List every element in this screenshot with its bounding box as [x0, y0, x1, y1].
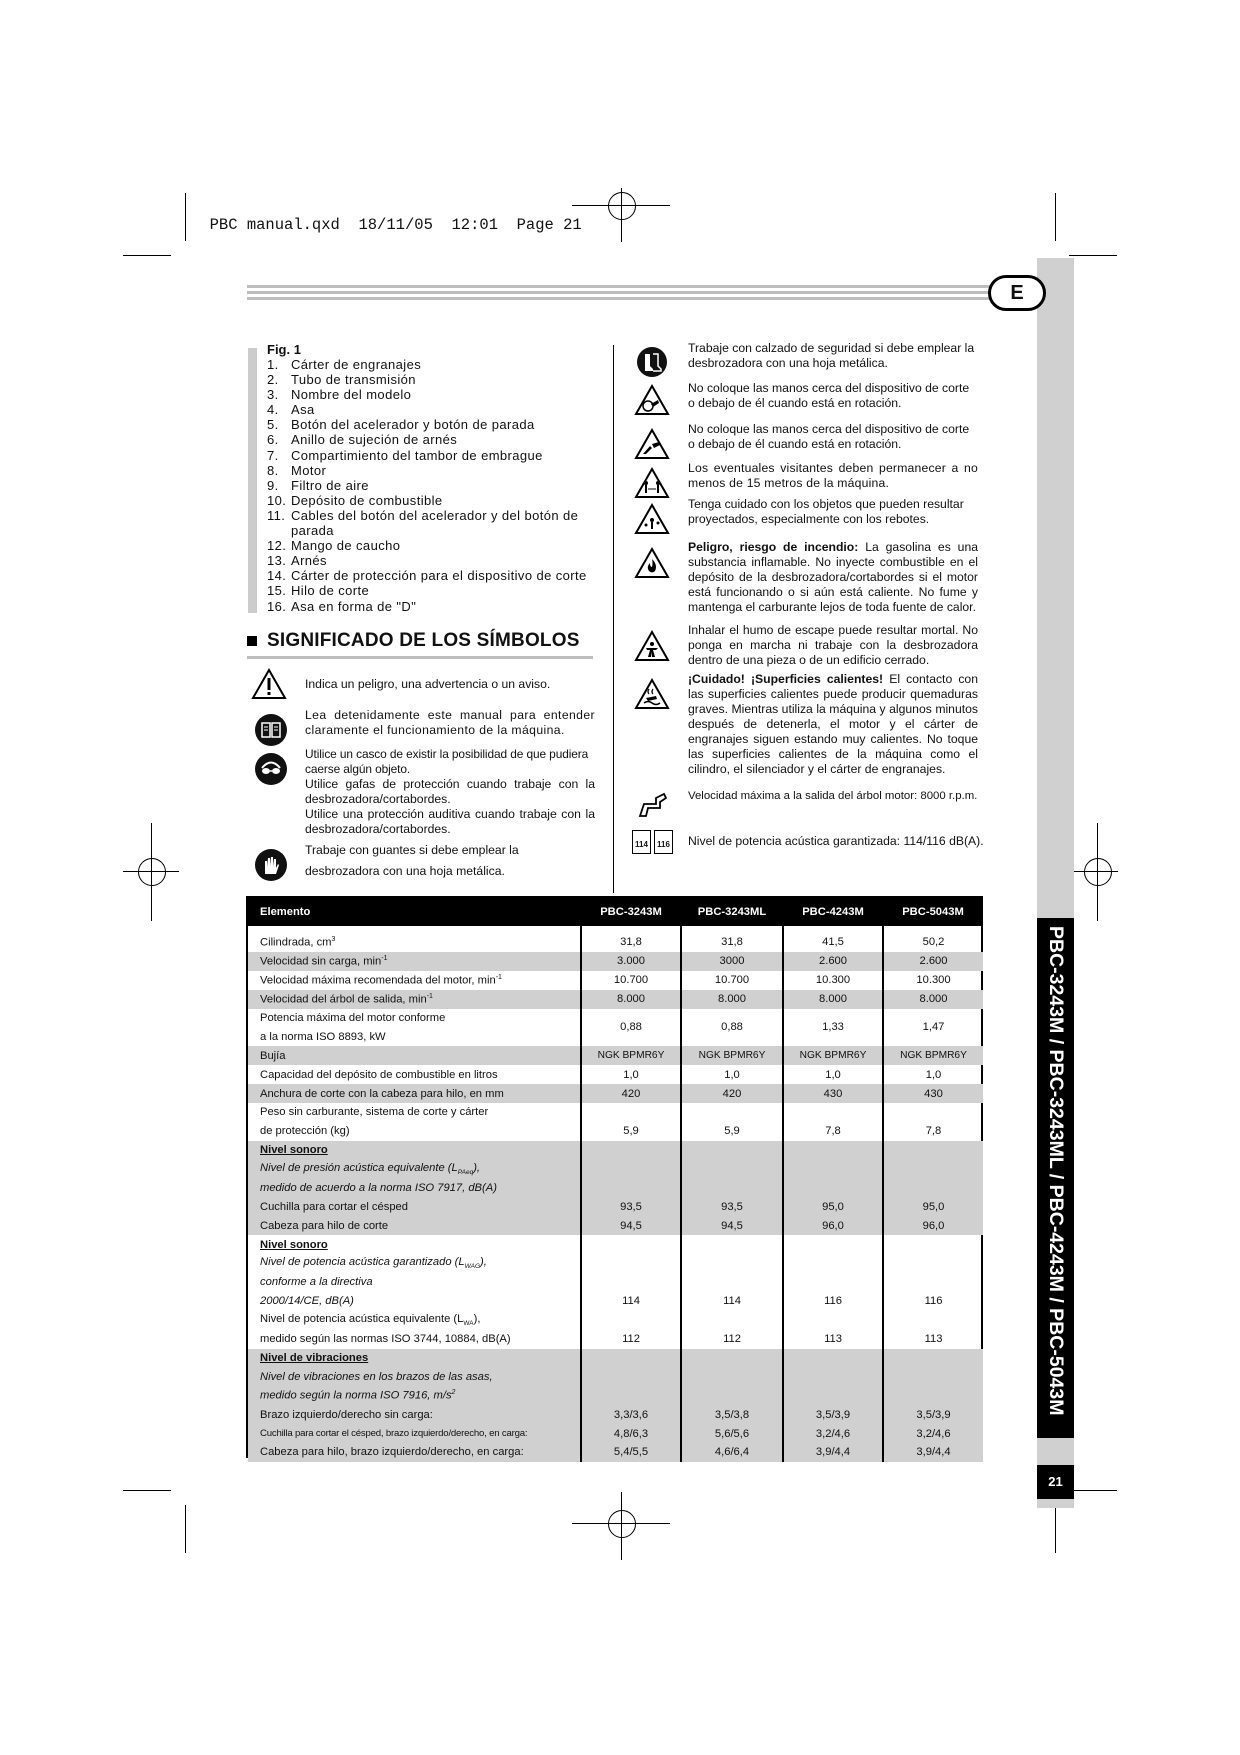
table-row: [248, 1009, 983, 1028]
row-label-sup: 3: [331, 936, 336, 944]
row-label-sup: 2: [451, 1389, 456, 1397]
spec-header-model: PBC-5043M: [883, 898, 983, 926]
list-item-number: 11.: [267, 507, 286, 523]
list-item-text: Tubo de transmisión: [291, 372, 416, 388]
symbol-desc-manual: Lea detenidamente este manual para entender claramente el funcionamiento de la máquina.: [305, 708, 595, 737]
list-item-number: 13.: [267, 553, 287, 569]
cell: 94,5: [581, 1216, 681, 1235]
cell: 3,3/3,6: [581, 1405, 681, 1424]
list-item-text: Compartimiento del tambor de embrague: [291, 447, 543, 463]
row-label: de protección (kg): [260, 1125, 350, 1138]
row-label: medido según las normas ISO 3744, 10884, dB(A): [260, 1333, 511, 1346]
table-row: [248, 990, 983, 1009]
output-shaft-speed-icon: [636, 790, 668, 823]
symbol-desc-shaft-speed: Velocidad máxima a la salida del árbol motor: 8000 r.p.m.: [688, 790, 978, 802]
cell: 1,0: [783, 1065, 883, 1084]
row-label: conforme a la directiva: [260, 1276, 373, 1289]
cell: 95,0: [783, 1197, 883, 1216]
list-item-text: Hilo de corte: [291, 583, 370, 599]
cell: 0,88: [581, 1009, 681, 1047]
table-row: [248, 1065, 983, 1084]
symbol-desc-hand-cutter: No coloque las manos cerca del dispositivo de corte o debajo de él cuando está en rotación.: [688, 422, 970, 451]
file-slug: [191, 198, 582, 234]
table-row: [248, 1103, 983, 1122]
cell: 96,0: [783, 1216, 883, 1235]
list-item-text: Depósito de combustible: [291, 492, 443, 508]
language-badge-text: E: [1010, 282, 1024, 304]
symbol-desc-thrown: Tenga cuidado con los objetos que pueden resultar proyectados, especialmente con los rebotes.: [688, 497, 964, 526]
cell: 8.000: [581, 990, 681, 1009]
row-label: ),: [480, 1256, 487, 1269]
cell: 7,8: [883, 1122, 983, 1141]
side-title: PBC-3243M / PBC-3243ML / PBC-4243M / PBC-5043M: [1045, 926, 1067, 1416]
cell: 93,5: [681, 1197, 783, 1216]
table-row: [248, 1443, 983, 1462]
cell: 3,5/3,8: [681, 1405, 783, 1424]
list-item-text: Cárter de engranajes: [291, 357, 422, 372]
spec-header-model: PBC-3243M: [581, 898, 681, 926]
table-row: [248, 1367, 983, 1386]
row-label: Cabeza para hilo de corte: [248, 1216, 581, 1235]
table-row: [248, 971, 983, 990]
cell: 7,8: [783, 1122, 883, 1141]
table-row: [248, 1160, 983, 1179]
cell: 8.000: [883, 990, 983, 1009]
protection-line-goggles: Utilice gafas de protección cuando trabaje con la desbrozadora/cortabordes.: [305, 777, 595, 807]
list-item: [267, 599, 597, 614]
list-item: [267, 432, 597, 447]
table-row: [248, 1084, 983, 1103]
table-row: [248, 1046, 983, 1065]
figure-title: Fig. 1: [267, 342, 301, 357]
table-row: [248, 1405, 983, 1424]
table-row: [248, 1254, 983, 1273]
sound-power-box-114: 114: [632, 830, 651, 854]
list-item-text: Asa: [291, 402, 315, 418]
page-number: 21: [1048, 1474, 1063, 1489]
list-item-number: 5.: [267, 417, 279, 433]
table-row: [248, 1424, 983, 1443]
row-label: medido de acuerdo a la norma ISO 7917, dB(A): [248, 1179, 581, 1198]
cell: 10.300: [883, 971, 983, 990]
side-title-band: [1037, 918, 1074, 1438]
row-label: Velocidad máxima recomendada del motor, min: [260, 974, 496, 987]
row-label: Cilindrada, cm: [260, 936, 332, 949]
spec-header-elemento: Elemento: [248, 898, 581, 926]
list-item-text: Filtro de aire: [291, 477, 369, 493]
row-label: Velocidad sin carga, min: [260, 955, 382, 968]
cell: 420: [581, 1084, 681, 1103]
exhaust-fumes-icon: [634, 630, 670, 667]
cell: 5,4/5,5: [581, 1443, 681, 1462]
cell: 1,0: [883, 1065, 983, 1084]
cell: 93,5: [581, 1197, 681, 1216]
symbol-desc-hand-blade: No coloque las manos cerca del dispositivo de corte o debajo de él cuando está en rotación.: [688, 381, 970, 410]
cell: NGK BPMR6Y: [783, 1046, 883, 1065]
cell: 31,8: [581, 933, 681, 952]
table-row: [248, 1235, 983, 1254]
cell: NGK BPMR6Y: [681, 1046, 783, 1065]
cell: NGK BPMR6Y: [883, 1046, 983, 1065]
list-item-text: Cables del botón del acelerador y del botón de parada: [291, 507, 579, 539]
cell: 1,47: [883, 1009, 983, 1047]
hot-surface-text: El contacto con las superficies calientes puede producir quemaduras graves. Mientras utiliza la máquina y algunos minutos después de detenerla, el motor y el cárter de engranajes siguen estando muy calientes. No toque las superficies calientes de la máquina como el cilindro, el silenciador y el cárter de engranajes.: [688, 672, 978, 776]
list-item-number: 9.: [267, 477, 279, 493]
row-label: ),: [473, 1162, 481, 1175]
row-label-sub: WAG: [464, 1263, 481, 1271]
cell: 95,0: [883, 1197, 983, 1216]
file-slug-page: Page 21: [516, 216, 582, 234]
list-item-number: 12.: [267, 538, 287, 554]
list-item-text: Asa en forma de "D": [291, 598, 417, 614]
cell: 3,9/4,4: [883, 1443, 983, 1462]
cell: 3,2/4,6: [783, 1424, 883, 1443]
list-item-text: Anillo de sujeción de arnés: [291, 432, 458, 448]
column-divider: [613, 345, 614, 893]
cell: 430: [783, 1084, 883, 1103]
list-item-number: 3.: [267, 387, 279, 403]
section-heading: Nivel sonoro: [260, 1144, 328, 1157]
cell: 112: [581, 1330, 681, 1349]
list-item: [267, 553, 597, 568]
list-item: [267, 493, 597, 508]
cell: 1,33: [783, 1009, 883, 1047]
cell: 112: [681, 1330, 783, 1349]
row-label: Bujía: [248, 1046, 581, 1065]
table-row: [248, 952, 983, 971]
list-item-number: 4.: [267, 402, 279, 418]
cell: 8.000: [783, 990, 883, 1009]
list-item: [267, 463, 597, 478]
row-label: Cuchilla para cortar el césped, brazo izquierdo/derecho, en carga:: [248, 1424, 581, 1443]
symbol-desc-gloves: Trabaje con guantes si debe emplear la desbrozadora con una hoja metálica.: [305, 843, 519, 878]
cell: 420: [681, 1084, 783, 1103]
row-label: 2000/14/CE, dB(A): [260, 1295, 354, 1308]
list-item-text: Mango de caucho: [291, 538, 401, 554]
list-item-number: 1.: [267, 357, 279, 372]
row-label-sub: WA: [463, 1320, 474, 1328]
cell: 10.700: [681, 971, 783, 990]
cell: 113: [883, 1330, 983, 1349]
read-manual-icon: [254, 713, 288, 752]
protection-line-helmet: Utilice un casco de existir la posibilidad de que pudiera caerse algún objeto.: [305, 747, 589, 777]
symbol-desc-exhaust: Inhalar el humo de escape puede resultar mortal. No ponga en marcha ni trabaje con la desbrozadora dentro de una pieza o de un edificio cerrado.: [688, 623, 978, 667]
table-row: [248, 1122, 983, 1141]
row-label-sub: PAeq: [457, 1169, 474, 1177]
cell: 8.000: [681, 990, 783, 1009]
list-item: [267, 568, 597, 583]
symbols-heading: [247, 630, 593, 659]
figure-legend: [267, 342, 597, 614]
heading-underline: [247, 656, 593, 659]
cell: 430: [883, 1084, 983, 1103]
cell: 114: [581, 1292, 681, 1311]
table-row: [248, 1273, 983, 1292]
heading-bullet: [247, 636, 257, 646]
figure-legend-accent: [248, 348, 257, 613]
symbol-desc-distance: Los eventuales visitantes deben permanecer a no menos de 15 metros de la máquina.: [688, 461, 978, 490]
cell: 114: [681, 1292, 783, 1311]
table-row: [248, 1311, 983, 1330]
row-label: Nivel de presión acústica equivalente (L: [260, 1162, 458, 1175]
file-slug-time: 12:01: [451, 216, 498, 234]
cell: 10.700: [581, 971, 681, 990]
protection-line-ear: Utilice una protección auditiva cuando trabaje con la desbrozadora/cortabordes.: [305, 807, 595, 837]
hot-surface-icon: [634, 678, 670, 715]
cell: 0,88: [681, 1009, 783, 1047]
gloves-icon: [254, 848, 288, 887]
cell: 10.300: [783, 971, 883, 990]
row-label-sup: -1: [426, 992, 433, 1000]
symbol-desc-boots: Trabaje con calzado de seguridad si debe emplear la desbrozadora con una hoja metálica.: [688, 341, 975, 370]
list-item-number: 16.: [267, 598, 287, 614]
cell: 1,0: [681, 1065, 783, 1084]
row-label: Capacidad del depósito de combustible en litros: [260, 1068, 498, 1081]
cell: 3,9/4,4: [783, 1443, 883, 1462]
table-row: [248, 1330, 983, 1349]
list-item-number: 8.: [267, 462, 279, 478]
cell: 3,2/4,6: [883, 1424, 983, 1443]
list-item: [267, 448, 597, 463]
section-heading: Nivel sonoro: [260, 1238, 328, 1251]
hand-blade-warning-icon: [634, 384, 670, 421]
file-slug-date: 18/11/05: [358, 216, 433, 234]
warning-triangle-icon: [251, 668, 287, 705]
spec-table: [248, 898, 983, 1462]
row-label: Cabeza para hilo, brazo izquierdo/derecho, en carga:: [248, 1443, 581, 1462]
symbol-desc-sound-power: Nivel de potencia acústica garantizada: 114/116 dB(A).: [688, 834, 984, 848]
cell: 3,5/3,9: [883, 1405, 983, 1424]
cell: 4,6/6,4: [681, 1443, 783, 1462]
symbol-desc-warning: Indica un peligro, una advertencia o un aviso.: [305, 677, 551, 691]
table-row: [248, 1349, 983, 1368]
hot-surface-bold: ¡Cuidado! ¡Superficies calientes!: [688, 672, 884, 686]
table-row: [248, 1197, 983, 1216]
cell: 50,2: [883, 933, 983, 952]
row-label-sup: -1: [495, 973, 502, 981]
list-item-number: 2.: [267, 372, 279, 388]
list-item: [267, 538, 597, 553]
language-badge: [988, 275, 1046, 311]
list-item-text: Motor: [291, 462, 327, 478]
cell: 2.600: [783, 952, 883, 971]
list-item: [267, 478, 597, 493]
cell: 113: [783, 1330, 883, 1349]
table-row: [248, 1216, 983, 1235]
list-item: [267, 372, 597, 387]
cell: 3.000: [581, 952, 681, 971]
cell: 3,5/3,9: [783, 1405, 883, 1424]
table-row: [248, 1179, 983, 1198]
cell: 5,9: [581, 1122, 681, 1141]
cell: 4,8/6,3: [581, 1424, 681, 1443]
table-row: [248, 1141, 983, 1160]
row-label: Brazo izquierdo/derecho sin carga:: [248, 1405, 581, 1424]
spec-header-model: PBC-4243M: [783, 898, 883, 926]
row-label: Cuchilla para cortar el césped: [248, 1197, 581, 1216]
row-label: Nivel de potencia acústica garantizado (L: [260, 1256, 465, 1269]
list-item: [267, 583, 597, 598]
cell: 41,5: [783, 933, 883, 952]
fire-hazard-bold: Peligro, riesgo de incendio:: [688, 540, 859, 554]
list-item-number: 10.: [267, 492, 287, 508]
list-item: [267, 387, 597, 402]
cell: 1,0: [581, 1065, 681, 1084]
spec-header-row: [248, 898, 983, 926]
table-row: [248, 1386, 983, 1405]
row-label: Velocidad del árbol de salida, min: [260, 993, 427, 1006]
list-item: [267, 417, 597, 432]
safety-boots-icon: [636, 346, 668, 383]
page-number-box: [1037, 1465, 1074, 1499]
list-item-text: Botón del acelerador y botón de parada: [291, 417, 535, 433]
cell: NGK BPMR6Y: [581, 1046, 681, 1065]
symbol-desc-hot: [688, 672, 978, 777]
cell: 116: [783, 1292, 883, 1311]
helmet-goggles-ear-protection-icon: [254, 752, 288, 791]
spec-header-model: PBC-3243ML: [681, 898, 783, 926]
thrown-objects-icon: [634, 503, 670, 540]
cell: 5,6/5,6: [681, 1424, 783, 1443]
list-item-number: 14.: [267, 568, 287, 584]
spec-spacer: [248, 926, 983, 933]
row-label-sup: -1: [381, 954, 388, 962]
cell: 31,8: [681, 933, 783, 952]
hand-cutter-warning-icon: [634, 428, 670, 465]
cell: 3000: [681, 952, 783, 971]
figure-parts-list: [267, 357, 597, 614]
table-row: [248, 1292, 983, 1311]
list-item-number: 7.: [267, 447, 279, 463]
cell: 94,5: [681, 1216, 783, 1235]
row-label: medido según la norma ISO 7916, m/s: [260, 1390, 452, 1403]
fire-hazard-icon: [634, 547, 670, 584]
cell: 96,0: [883, 1216, 983, 1235]
list-item-number: 6.: [267, 432, 279, 448]
symbol-desc-protection: [305, 747, 595, 838]
list-item-text: Arnés: [291, 553, 327, 569]
list-item-text: Cárter de protección para el dispositivo de corte: [291, 568, 587, 584]
row-label: ),: [473, 1313, 481, 1326]
sound-power-box-116: 116: [654, 830, 673, 854]
cell: 2.600: [883, 952, 983, 971]
list-item-text: Nombre del modelo: [291, 387, 412, 403]
row-label: a la norma ISO 8893, kW: [260, 1030, 386, 1043]
row-label: Nivel de vibraciones en los brazos de las asas,: [248, 1367, 581, 1386]
row-label: Potencia máxima del motor conforme: [260, 1012, 446, 1024]
fire-hazard-text: La gasolina es una substancia inflamable. No inyecte combustible en el depósito de la desbrozadora/cortabordes si el motor está funcionando o si aún está caliente. No fume y mantenga el carburante lejos de toda fuente de calor.: [688, 540, 979, 614]
keep-distance-15m-icon: [634, 467, 670, 504]
cell: 116: [883, 1292, 983, 1311]
row-label: Nivel de potencia acústica equivalente (L: [260, 1313, 464, 1326]
symbol-desc-fire: [688, 540, 978, 615]
table-row: [248, 933, 983, 952]
section-heading: Nivel de vibraciones: [260, 1352, 369, 1365]
list-item: [267, 402, 597, 417]
list-item: [267, 508, 597, 538]
cell: 5,9: [681, 1122, 783, 1141]
row-label: Peso sin carburante, sistema de corte y cárter: [260, 1106, 489, 1119]
list-item: [267, 357, 597, 372]
symbols-title: SIGNIFICADO DE LOS SÍMBOLOS: [267, 630, 580, 651]
list-item-number: 15.: [267, 583, 287, 599]
row-label: Anchura de corte con la cabeza para hilo, en mm: [248, 1084, 581, 1103]
file-slug-filename: PBC manual.qxd: [209, 216, 340, 234]
